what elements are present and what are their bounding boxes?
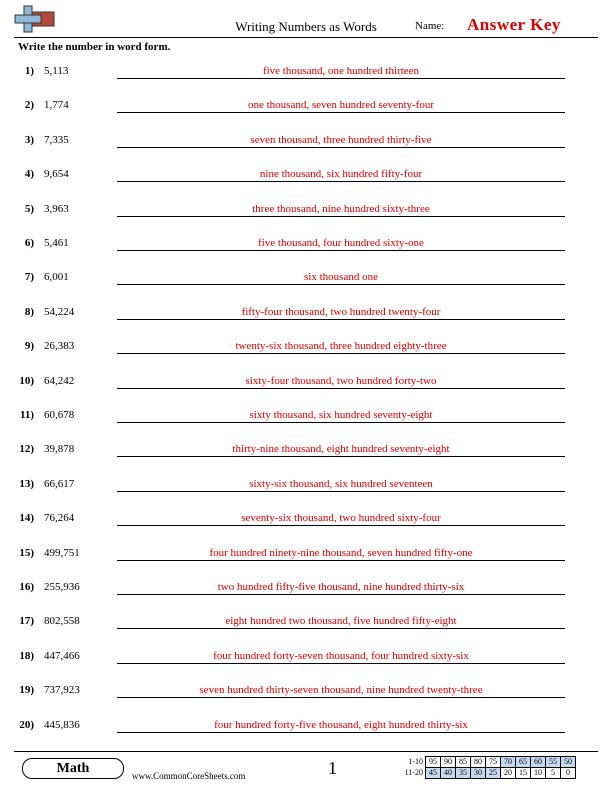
score-cell: 50 xyxy=(561,757,576,768)
score-cell: 90 xyxy=(441,757,456,768)
subject-badge: Math xyxy=(22,758,124,779)
answer-line xyxy=(117,422,565,423)
answer-text: two hundred fifty-five thousand, nine hundred thirty-six xyxy=(217,581,465,593)
problem-value: 54,224 xyxy=(44,305,75,318)
score-cell: 15 xyxy=(516,768,531,779)
problem-value: 445,836 xyxy=(44,718,80,731)
answer-text: one thousand, seven hundred seventy-four xyxy=(247,99,435,112)
problem-row xyxy=(0,166,612,186)
answer-text: sixty thousand, six hundred seventy-eight xyxy=(249,409,433,421)
header-divider xyxy=(14,37,598,38)
problem-value: 66,617 xyxy=(44,477,75,490)
problem-row xyxy=(0,510,612,530)
problem-number: 1) xyxy=(24,65,34,77)
instructions: Write the number in word form. xyxy=(18,41,171,53)
answer-line xyxy=(117,663,565,664)
problem-number: 4) xyxy=(24,168,34,181)
answer-line xyxy=(117,353,565,354)
problem-value: 3,963 xyxy=(44,202,69,215)
score-cell: 25 xyxy=(486,768,501,779)
score-row xyxy=(397,768,576,779)
answer-line xyxy=(117,216,565,217)
answer-text: four hundred ninety-nine thousand, seven hundred fifty-one xyxy=(209,546,473,559)
problem-row xyxy=(0,476,612,496)
answer-text: fifty-four thousand, two hundred twenty-four xyxy=(241,305,441,318)
answer-line xyxy=(117,732,565,733)
answer-text: twenty-six thousand, three hundred eighty-three xyxy=(235,340,447,353)
problem-value: 737,923 xyxy=(44,684,80,697)
problem-value: 64,242 xyxy=(44,374,75,387)
score-cell: 35 xyxy=(456,768,471,779)
answer-text: thirty-nine thousand, eight hundred seventy-eight xyxy=(232,443,450,456)
score-cell: 30 xyxy=(471,768,486,779)
answer-line xyxy=(117,491,565,492)
problem-row xyxy=(0,648,612,668)
answer-text: sixty-six thousand, six hundred seventeen xyxy=(249,477,433,490)
name-label: Name: xyxy=(415,20,445,32)
score-row-label: 11-20 xyxy=(404,768,423,777)
score-cell: 5 xyxy=(546,768,561,779)
answer-line xyxy=(117,250,565,251)
page-number: 1 xyxy=(328,758,337,778)
answer-line xyxy=(117,628,565,629)
problem-number: 18) xyxy=(19,649,34,662)
problem-row xyxy=(0,338,612,358)
answer-text: seven thousand, three hundred thirty-five xyxy=(250,133,432,146)
problem-number: 17) xyxy=(19,615,34,628)
score-cell: 55 xyxy=(546,757,561,768)
problem-row xyxy=(0,579,612,599)
score-cell: 70 xyxy=(501,757,516,768)
answer-text: eight hundred two thousand, five hundred fifty-eight xyxy=(225,615,457,628)
problem-row xyxy=(0,545,612,565)
problem-row xyxy=(0,373,612,393)
score-cell: 10 xyxy=(531,768,546,779)
footer-divider xyxy=(14,751,598,752)
score-table xyxy=(397,756,576,779)
answer-line xyxy=(117,388,565,389)
answer-text: nine thousand, six hundred fifty-four xyxy=(259,168,423,181)
problem-row xyxy=(0,441,612,461)
answer-text: seven hundred thirty-seven thousand, nine hundred twenty-three xyxy=(199,684,483,697)
problem-row xyxy=(0,97,612,117)
problem-number: 5) xyxy=(24,202,34,215)
score-cell: 20 xyxy=(501,768,516,779)
problem-number: 12) xyxy=(19,443,34,456)
answer-line xyxy=(117,147,565,148)
problem-number: 11) xyxy=(19,409,34,421)
problem-row xyxy=(0,63,612,83)
score-cell: 40 xyxy=(441,768,456,779)
worksheet-title: Writing Numbers as Words xyxy=(235,19,377,34)
problem-row xyxy=(0,269,612,289)
problem-value: 255,936 xyxy=(44,581,80,593)
answer-text: five thousand, four hundred sixty-one xyxy=(258,237,424,249)
answer-line xyxy=(117,181,565,182)
score-cell: 85 xyxy=(456,757,471,768)
problem-number: 19) xyxy=(19,684,34,697)
problem-value: 802,558 xyxy=(44,615,80,628)
problem-row xyxy=(0,304,612,324)
problem-number: 20) xyxy=(19,718,34,731)
problem-number: 9) xyxy=(24,340,34,353)
problem-value: 499,751 xyxy=(44,546,80,559)
problem-value: 447,466 xyxy=(44,649,80,662)
problem-row xyxy=(0,717,612,737)
problem-value: 60,678 xyxy=(44,409,75,421)
answer-line xyxy=(117,560,565,561)
score-cell: 0 xyxy=(561,768,576,779)
problem-number: 3) xyxy=(24,133,34,146)
problem-number: 2) xyxy=(24,99,34,112)
answer-text: sixty-four thousand, two hundred forty-two xyxy=(245,374,437,387)
answer-line xyxy=(117,284,565,285)
problem-value: 76,264 xyxy=(44,512,75,525)
problem-value: 7,335 xyxy=(44,133,69,146)
problem-row xyxy=(0,613,612,633)
problem-row xyxy=(0,201,612,221)
site-url: www.CommonCoreSheets.com xyxy=(132,771,246,781)
problem-value: 5,113 xyxy=(44,65,69,77)
answer-line xyxy=(117,78,565,79)
answer-line xyxy=(117,594,565,595)
problem-number: 10) xyxy=(19,374,34,387)
answer-text: six thousand one xyxy=(304,271,378,284)
problem-row xyxy=(0,407,612,427)
problem-row xyxy=(0,235,612,255)
answer-line xyxy=(117,456,565,457)
problem-row xyxy=(0,682,612,702)
score-row xyxy=(397,757,576,768)
answer-line xyxy=(117,319,565,320)
score-cell: 65 xyxy=(516,757,531,768)
problem-row xyxy=(0,132,612,152)
answer-line xyxy=(117,697,565,698)
problem-value: 1,774 xyxy=(44,99,69,112)
answer-text: five thousand, one hundred thirteen xyxy=(262,65,420,77)
problem-value: 39,878 xyxy=(44,443,75,456)
answer-key-label: Answer Key xyxy=(467,15,561,34)
score-cell: 80 xyxy=(471,757,486,768)
score-row-label: 1-10 xyxy=(408,757,423,766)
answer-text: three thousand, nine hundred sixty-three xyxy=(252,202,430,215)
problem-number: 6) xyxy=(24,237,34,249)
problem-value: 9,654 xyxy=(44,168,69,181)
answer-text: four hundred forty-seven thousand, four hundred sixty-six xyxy=(213,649,469,662)
score-cell: 45 xyxy=(426,768,441,779)
problem-number: 16) xyxy=(19,581,34,593)
score-cell: 75 xyxy=(486,757,501,768)
answer-line xyxy=(117,525,565,526)
worksheet-header xyxy=(0,0,612,40)
answer-text: four hundred forty-five thousand, eight hundred thirty-six xyxy=(214,718,468,731)
score-cell: 60 xyxy=(531,757,546,768)
problem-number: 14) xyxy=(19,512,34,525)
problem-value: 5,461 xyxy=(44,237,69,249)
answer-text: seventy-six thousand, two hundred sixty-four xyxy=(241,512,441,525)
problem-value: 6,001 xyxy=(44,271,69,284)
score-cell: 95 xyxy=(426,757,441,768)
problem-number: 15) xyxy=(19,546,34,559)
problem-value: 26,383 xyxy=(44,340,75,353)
answer-line xyxy=(117,112,565,113)
problem-number: 8) xyxy=(24,305,34,318)
problem-number: 13) xyxy=(19,477,34,490)
problem-number: 7) xyxy=(24,271,34,284)
